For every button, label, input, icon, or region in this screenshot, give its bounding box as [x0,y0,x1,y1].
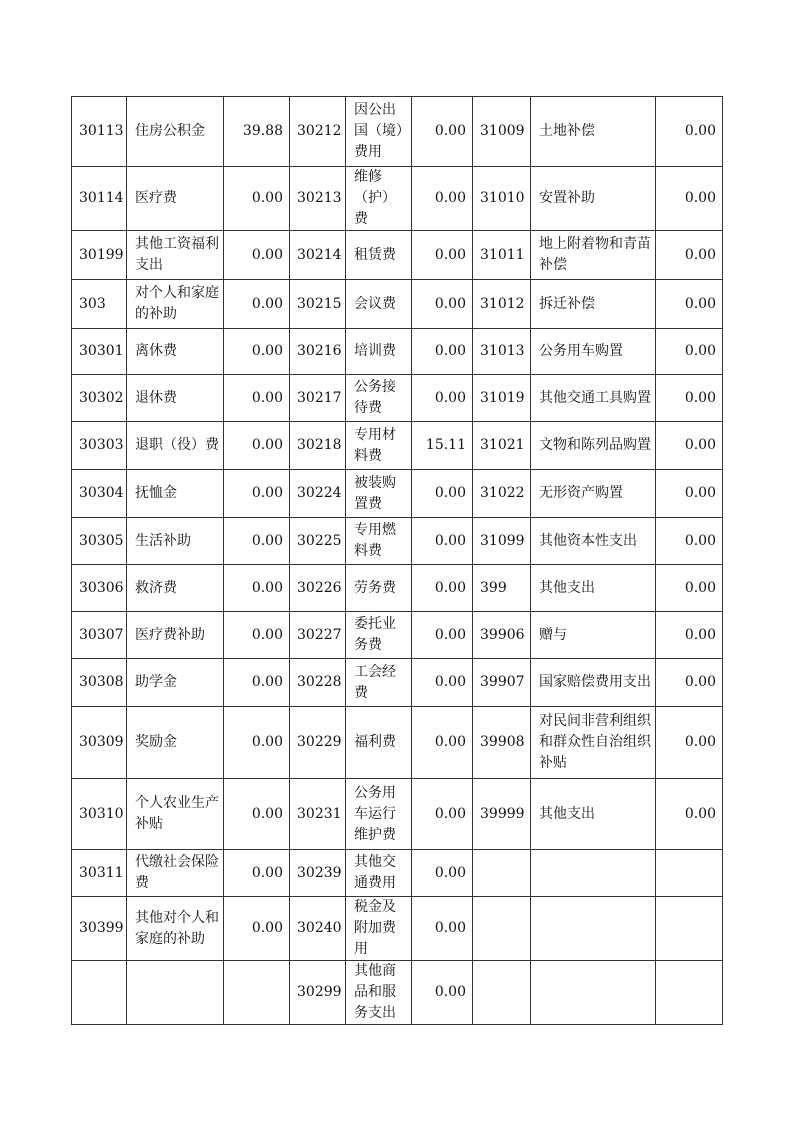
subject-code: 31019 [473,375,531,422]
subject-name: 救济费 [127,565,224,612]
subject-name: 奖励金 [127,707,224,779]
subject-code: 30199 [72,231,127,280]
subject-name: 土地补偿 [531,97,656,167]
subject-amount: 0.00 [412,897,473,961]
subject-name: 委托业务费 [346,612,412,659]
subject-name: 其他商品和服务支出 [346,961,412,1025]
subject-name: 住房公积金 [127,97,224,167]
subject-code: 30299 [290,961,346,1025]
subject-code: 30306 [72,565,127,612]
subject-name [531,897,656,961]
subject-code: 30399 [72,897,127,961]
subject-name: 福利费 [346,707,412,779]
subject-amount: 0.00 [412,612,473,659]
subject-name: 其他支出 [531,779,656,850]
subject-name: 无形资产购置 [531,470,656,518]
subject-code: 30213 [290,167,346,231]
subject-code: 39908 [473,707,531,779]
subject-code: 30227 [290,612,346,659]
subject-code [473,897,531,961]
table-row [72,280,723,329]
subject-name: 代缴社会保险费 [127,850,224,897]
subject-name: 会议费 [346,280,412,329]
subject-name: 培训费 [346,329,412,375]
subject-amount: 0.00 [224,565,290,612]
table-row [72,707,723,779]
subject-amount: 0.00 [656,659,723,707]
subject-name: 对个人和家庭的补助 [127,280,224,329]
subject-amount [656,961,723,1025]
subject-code: 30309 [72,707,127,779]
subject-code: 30226 [290,565,346,612]
subject-code [72,961,127,1025]
table-row [72,422,723,470]
subject-name: 其他交通费用 [346,850,412,897]
subject-amount: 0.00 [224,422,290,470]
subject-code: 30301 [72,329,127,375]
subject-amount: 0.00 [656,518,723,565]
subject-code: 39999 [473,779,531,850]
subject-code: 30229 [290,707,346,779]
subject-name: 其他对个人和家庭的补助 [127,897,224,961]
subject-name: 文物和陈列品购置 [531,422,656,470]
subject-amount: 0.00 [656,280,723,329]
subject-code: 30114 [72,167,127,231]
subject-code [473,961,531,1025]
subject-amount: 0.00 [656,167,723,231]
subject-code: 30228 [290,659,346,707]
subject-name: 公务接待费 [346,375,412,422]
subject-code: 30303 [72,422,127,470]
subject-code: 30215 [290,280,346,329]
subject-name: 劳务费 [346,565,412,612]
subject-amount: 0.00 [412,518,473,565]
subject-amount: 0.00 [412,97,473,167]
subject-code: 30225 [290,518,346,565]
subject-amount: 0.00 [412,659,473,707]
subject-name: 其他交通工具购置 [531,375,656,422]
subject-amount: 0.00 [224,375,290,422]
subject-name: 维修（护）费 [346,167,412,231]
subject-code: 30218 [290,422,346,470]
table-row [72,329,723,375]
subject-code: 30310 [72,779,127,850]
subject-name: 拆迁补偿 [531,280,656,329]
subject-code: 30305 [72,518,127,565]
subject-name: 生活补助 [127,518,224,565]
subject-code: 30113 [72,97,127,167]
subject-code: 31021 [473,422,531,470]
subject-name: 对民间非营利组织和群众性自治组织补贴 [531,707,656,779]
subject-code: 30214 [290,231,346,280]
subject-code: 31012 [473,280,531,329]
table-row [72,779,723,850]
subject-name: 其他资本性支出 [531,518,656,565]
subject-name: 助学金 [127,659,224,707]
subject-amount: 0.00 [412,280,473,329]
subject-name: 公务用车运行维护费 [346,779,412,850]
subject-code: 31009 [473,97,531,167]
subject-amount: 0.00 [224,897,290,961]
subject-code: 31010 [473,167,531,231]
subject-name: 医疗费补助 [127,612,224,659]
subject-amount: 0.00 [224,329,290,375]
subject-amount: 0.00 [224,612,290,659]
subject-amount [656,850,723,897]
subject-amount: 0.00 [412,565,473,612]
subject-code: 30307 [72,612,127,659]
subject-code: 30240 [290,897,346,961]
subject-name: 医疗费 [127,167,224,231]
subject-amount [656,897,723,961]
subject-amount: 0.00 [656,612,723,659]
subject-amount: 0.00 [412,470,473,518]
subject-amount: 0.00 [412,779,473,850]
subject-code: 30212 [290,97,346,167]
subject-amount: 0.00 [656,231,723,280]
subject-name [531,850,656,897]
subject-name: 退休费 [127,375,224,422]
subject-name: 离休费 [127,329,224,375]
subject-code: 30304 [72,470,127,518]
table-row [72,565,723,612]
subject-amount: 0.00 [224,470,290,518]
subject-amount: 0.00 [656,422,723,470]
subject-amount: 39.88 [224,97,290,167]
subject-code: 31011 [473,231,531,280]
subject-amount: 0.00 [412,850,473,897]
subject-amount: 0.00 [412,707,473,779]
subject-name: 专用材料费 [346,422,412,470]
subject-name: 地上附着物和青苗补偿 [531,231,656,280]
subject-name: 安置补助 [531,167,656,231]
subject-code: 31013 [473,329,531,375]
subject-code: 303 [72,280,127,329]
subject-name [531,961,656,1025]
subject-name: 税金及附加费用 [346,897,412,961]
subject-amount [224,961,290,1025]
subject-amount: 0.00 [412,961,473,1025]
subject-amount: 0.00 [412,167,473,231]
subject-code: 39906 [473,612,531,659]
table-row [72,470,723,518]
table-row [72,97,723,167]
subject-name: 赠与 [531,612,656,659]
subject-name: 个人农业生产补贴 [127,779,224,850]
subject-amount: 0.00 [656,565,723,612]
subject-amount: 0.00 [224,280,290,329]
subject-code: 30224 [290,470,346,518]
subject-amount: 0.00 [224,659,290,707]
subject-amount: 0.00 [656,779,723,850]
expenditure-table [71,96,723,1025]
subject-amount: 0.00 [656,707,723,779]
table-row [72,961,723,1025]
subject-code: 30311 [72,850,127,897]
subject-name: 因公出国（境）费用 [346,97,412,167]
subject-name: 其他支出 [531,565,656,612]
subject-amount: 0.00 [656,470,723,518]
table-row [72,612,723,659]
subject-amount: 0.00 [224,231,290,280]
subject-code: 399 [473,565,531,612]
subject-amount: 0.00 [224,850,290,897]
subject-code: 30239 [290,850,346,897]
subject-name [127,961,224,1025]
subject-code: 30217 [290,375,346,422]
subject-name: 专用燃料费 [346,518,412,565]
table-row [72,897,723,961]
subject-name: 抚恤金 [127,470,224,518]
subject-code: 30231 [290,779,346,850]
subject-amount: 0.00 [224,518,290,565]
subject-amount: 0.00 [656,97,723,167]
subject-amount: 0.00 [224,167,290,231]
subject-amount: 0.00 [656,375,723,422]
subject-code: 31022 [473,470,531,518]
subject-name: 租赁费 [346,231,412,280]
subject-amount: 0.00 [412,231,473,280]
table-row [72,850,723,897]
subject-code [473,850,531,897]
subject-amount: 0.00 [412,329,473,375]
subject-name: 被装购置费 [346,470,412,518]
table-row [72,231,723,280]
subject-code: 30216 [290,329,346,375]
subject-amount: 0.00 [656,329,723,375]
subject-name: 工会经费 [346,659,412,707]
subject-name: 退职（役）费 [127,422,224,470]
table-row [72,659,723,707]
table-row [72,167,723,231]
subject-code: 30308 [72,659,127,707]
table-row [72,518,723,565]
subject-code: 30302 [72,375,127,422]
subject-amount: 0.00 [224,707,290,779]
subject-name: 国家赔偿费用支出 [531,659,656,707]
subject-code: 39907 [473,659,531,707]
subject-amount: 15.11 [412,422,473,470]
subject-name: 其他工资福利支出 [127,231,224,280]
table-row [72,375,723,422]
subject-name: 公务用车购置 [531,329,656,375]
table-body [72,97,723,1025]
subject-amount: 0.00 [224,779,290,850]
subject-code: 31099 [473,518,531,565]
subject-amount: 0.00 [412,375,473,422]
